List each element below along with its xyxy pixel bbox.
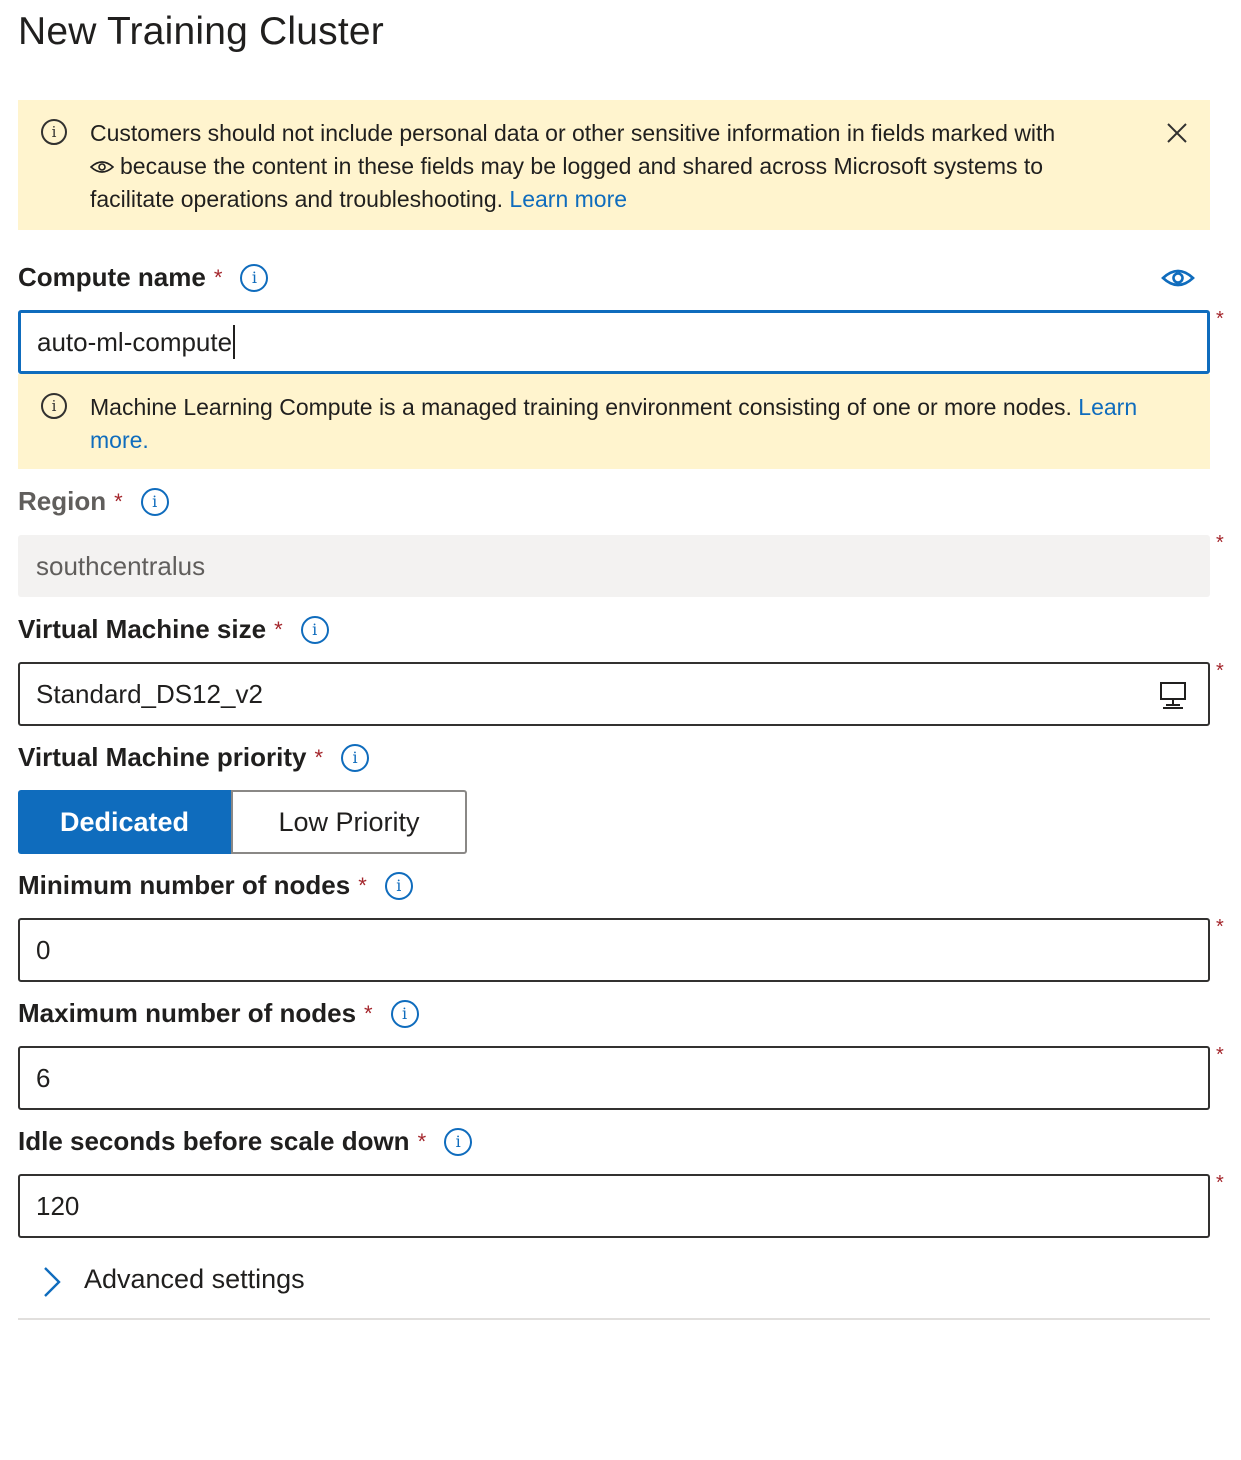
compute-name-label [18,262,268,293]
idle-seconds-input[interactable] [18,1174,1210,1238]
priority-low-priority-button[interactable]: Low Priority [231,790,467,854]
compute-info-banner [18,374,1210,469]
compute-name-label-text: Compute name [18,262,206,292]
help-info-icon[interactable]: i [341,744,369,772]
help-info-icon[interactable]: i [240,264,268,292]
eye-icon [90,159,114,175]
help-info-icon[interactable]: i [391,1000,419,1028]
required-mark: * [1216,308,1224,330]
required-mark: * [1216,532,1224,554]
vm-priority-label-text: Virtual Machine priority [18,742,307,772]
compute-name-value: auto-ml-compute [37,326,233,357]
privacy-warning-banner [18,100,1210,230]
vm-size-field[interactable] [18,662,1210,726]
min-nodes-value: 0 [36,934,51,965]
banner-line-2 [90,150,1055,183]
vm-size-label [18,614,329,645]
vm-size-value: Standard_DS12_v2 [36,678,263,709]
advanced-settings-label: Advanced settings [84,1264,305,1294]
required-mark: * [114,488,123,514]
min-nodes-label-text: Minimum number of nodes [18,870,351,900]
required-mark: * [314,744,324,770]
banner-line-1: Customers should not include personal data or other sensitive information in fields marked with [90,120,1056,146]
learn-more-link-continued[interactable]: more. [90,427,149,453]
max-nodes-label [18,998,419,1029]
region-value: southcentralus [36,550,206,581]
region-field [18,535,1210,597]
help-info-icon[interactable]: i [444,1128,472,1156]
eye-icon [1161,266,1195,290]
required-mark: * [274,616,283,642]
required-mark: * [358,872,367,898]
required-mark: * [1216,660,1224,682]
max-nodes-value: 6 [36,1062,51,1093]
help-info-icon[interactable]: i [141,488,169,516]
min-nodes-input[interactable] [18,918,1210,982]
required-mark: * [1216,1172,1224,1194]
page-title: New Training Cluster [18,10,384,53]
idle-seconds-value: 120 [36,1190,80,1221]
vm-size-label-text: Virtual Machine size [18,614,267,644]
required-mark: * [364,1000,373,1026]
idle-seconds-label [18,1126,472,1157]
min-nodes-label [18,870,413,901]
advanced-settings-toggle[interactable] [18,1244,1210,1320]
required-mark: * [213,264,223,290]
chevron-right-icon [42,1265,62,1299]
help-info-icon[interactable]: i [301,616,329,644]
required-mark: * [417,1128,427,1154]
info-icon: i [41,119,67,145]
close-icon[interactable] [1166,122,1188,144]
compute-name-input[interactable] [18,310,1210,374]
compute-hint-text: Machine Learning Compute is a managed training environment consisting of one or more nodes. [90,394,1072,420]
required-mark: * [1216,1044,1224,1066]
banner-line-3 [90,183,1055,216]
vm-priority-label [18,742,369,773]
max-nodes-input[interactable] [18,1046,1210,1110]
text-caret [233,325,235,359]
banner-line-2-text: because the content in these fields may be logged and shared across Microsoft systems to [120,153,1044,179]
compute-hint-message [90,391,1190,457]
region-label [18,486,169,517]
banner-message [90,117,1055,216]
banner-line-3-text: facilitate operations and troubleshooting. [90,186,504,212]
monitor-icon[interactable] [1158,680,1188,710]
idle-seconds-label-text: Idle seconds before scale down [18,1126,410,1156]
learn-more-link[interactable]: Learn more [509,186,628,212]
info-icon: i [41,393,67,419]
learn-more-link[interactable]: Learn [1078,394,1138,420]
priority-dedicated-button[interactable]: Dedicated [18,790,231,854]
max-nodes-label-text: Maximum number of nodes [18,998,357,1028]
required-mark: * [1216,916,1224,938]
help-info-icon[interactable]: i [385,872,413,900]
region-label-text: Region [18,486,107,516]
